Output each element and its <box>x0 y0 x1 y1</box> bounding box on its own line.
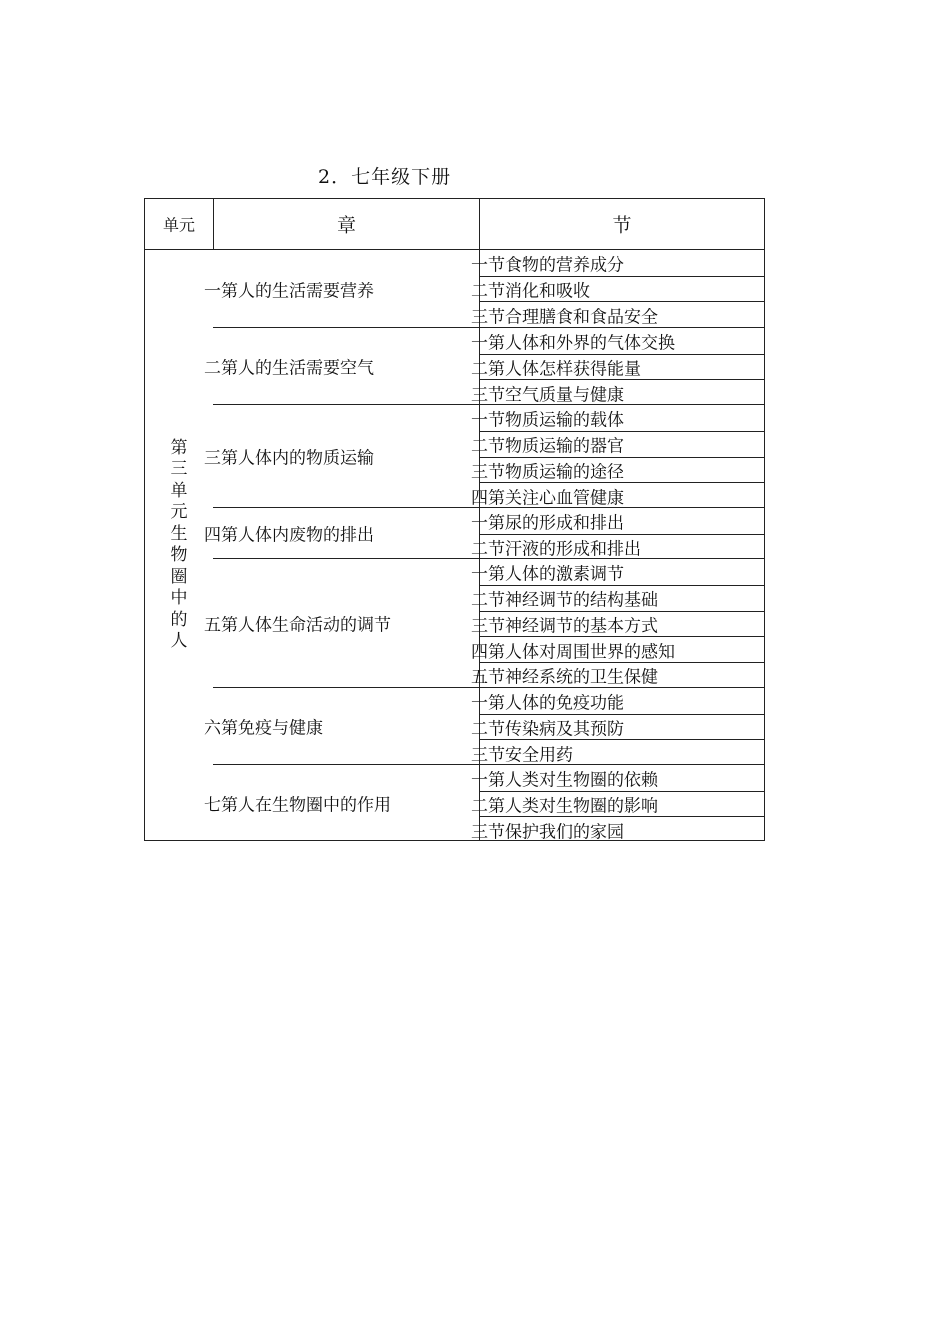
header-chapter <box>213 199 479 250</box>
section-row <box>471 328 764 354</box>
section-label: 四第关注心血管健康 <box>471 488 624 509</box>
chapter-label: 七第人在生物圈中的作用 <box>204 795 391 816</box>
section-row <box>471 765 764 791</box>
section-list <box>471 250 764 328</box>
section-row <box>471 559 764 585</box>
section-label: 二节物质运输的器官 <box>471 436 624 457</box>
chapter-row <box>204 687 764 766</box>
section-row <box>471 457 764 483</box>
section-label: 一第尿的形成和排出 <box>471 513 624 534</box>
section-row <box>471 405 764 431</box>
section-label: 一第人体和外界的气体交换 <box>471 333 675 354</box>
section-row <box>471 739 764 766</box>
section-label: 三节安全用药 <box>471 745 573 766</box>
section-row <box>471 379 764 406</box>
chapter-row <box>204 404 764 509</box>
section-row <box>471 688 764 714</box>
section-row <box>471 585 764 611</box>
section-row <box>471 662 764 688</box>
section-row <box>471 714 764 740</box>
section-label: 三节保护我们的家园 <box>471 822 624 843</box>
chapter-label: 二第人的生活需要空气 <box>204 358 374 379</box>
section-label: 三节神经调节的基本方式 <box>471 616 658 637</box>
section-row <box>471 354 764 380</box>
section-label: 二节神经调节的结构基础 <box>471 590 658 611</box>
page-title: 2．七年级下册 <box>318 166 452 188</box>
section-label: 一节物质运输的载体 <box>471 410 624 431</box>
section-label: 二节汗液的形成和排出 <box>471 539 641 560</box>
section-label: 三节空气质量与健康 <box>471 385 624 406</box>
section-label: 二节消化和吸收 <box>471 281 590 302</box>
section-row <box>471 791 764 817</box>
section-row <box>471 534 764 560</box>
section-label: 二第人体怎样获得能量 <box>471 359 641 380</box>
section-label: 二第人类对生物圈的影响 <box>471 796 658 817</box>
section-row <box>471 276 764 302</box>
section-list <box>471 688 764 766</box>
section-row <box>471 636 764 663</box>
section-list <box>471 508 764 560</box>
section-label: 一第人体的免疫功能 <box>471 693 624 714</box>
chapter-label: 六第免疫与健康 <box>204 718 323 739</box>
chapter-list <box>204 250 764 843</box>
section-label: 三节物质运输的途径 <box>471 462 624 483</box>
chapter-row <box>204 507 764 560</box>
chapter-row <box>204 250 764 328</box>
chapter-label: 三第人体内的物质运输 <box>204 448 374 469</box>
unit-cell <box>145 250 213 840</box>
header-chapter-label: 章 <box>336 214 357 237</box>
section-list <box>471 405 764 509</box>
section-row <box>471 431 764 457</box>
section-list <box>471 559 764 688</box>
header-unit-label: 单元 <box>162 215 196 235</box>
curriculum-table <box>144 198 765 841</box>
chapter-row <box>204 764 764 843</box>
chapter-label: 一第人的生活需要营养 <box>204 281 374 302</box>
unit-label: 第三单元 生物圈中的人 <box>170 437 193 651</box>
chapter-row <box>204 327 764 406</box>
section-label: 一第人体的激素调节 <box>471 564 624 585</box>
section-label: 一节食物的营养成分 <box>471 255 624 276</box>
section-label: 一第人类对生物圈的依赖 <box>471 770 658 791</box>
header-unit <box>145 199 213 250</box>
chapter-row <box>204 558 764 688</box>
section-label: 二节传染病及其预防 <box>471 719 624 740</box>
section-row <box>471 482 764 509</box>
header-section <box>479 199 764 250</box>
section-row <box>471 611 764 637</box>
section-list <box>471 328 764 406</box>
header-section-label: 节 <box>612 214 632 237</box>
chapter-label: 四第人体内废物的排出 <box>204 525 374 546</box>
section-row <box>471 301 764 328</box>
section-list <box>471 765 764 843</box>
section-row <box>471 508 764 534</box>
section-row <box>471 816 764 843</box>
section-label: 三节合理膳食和食品安全 <box>471 307 658 328</box>
section-row <box>471 250 764 276</box>
section-label: 四第人体对周围世界的感知 <box>471 642 675 663</box>
chapter-label: 五第人体生命活动的调节 <box>204 615 391 636</box>
section-label: 五节神经系统的卫生保健 <box>471 667 658 688</box>
